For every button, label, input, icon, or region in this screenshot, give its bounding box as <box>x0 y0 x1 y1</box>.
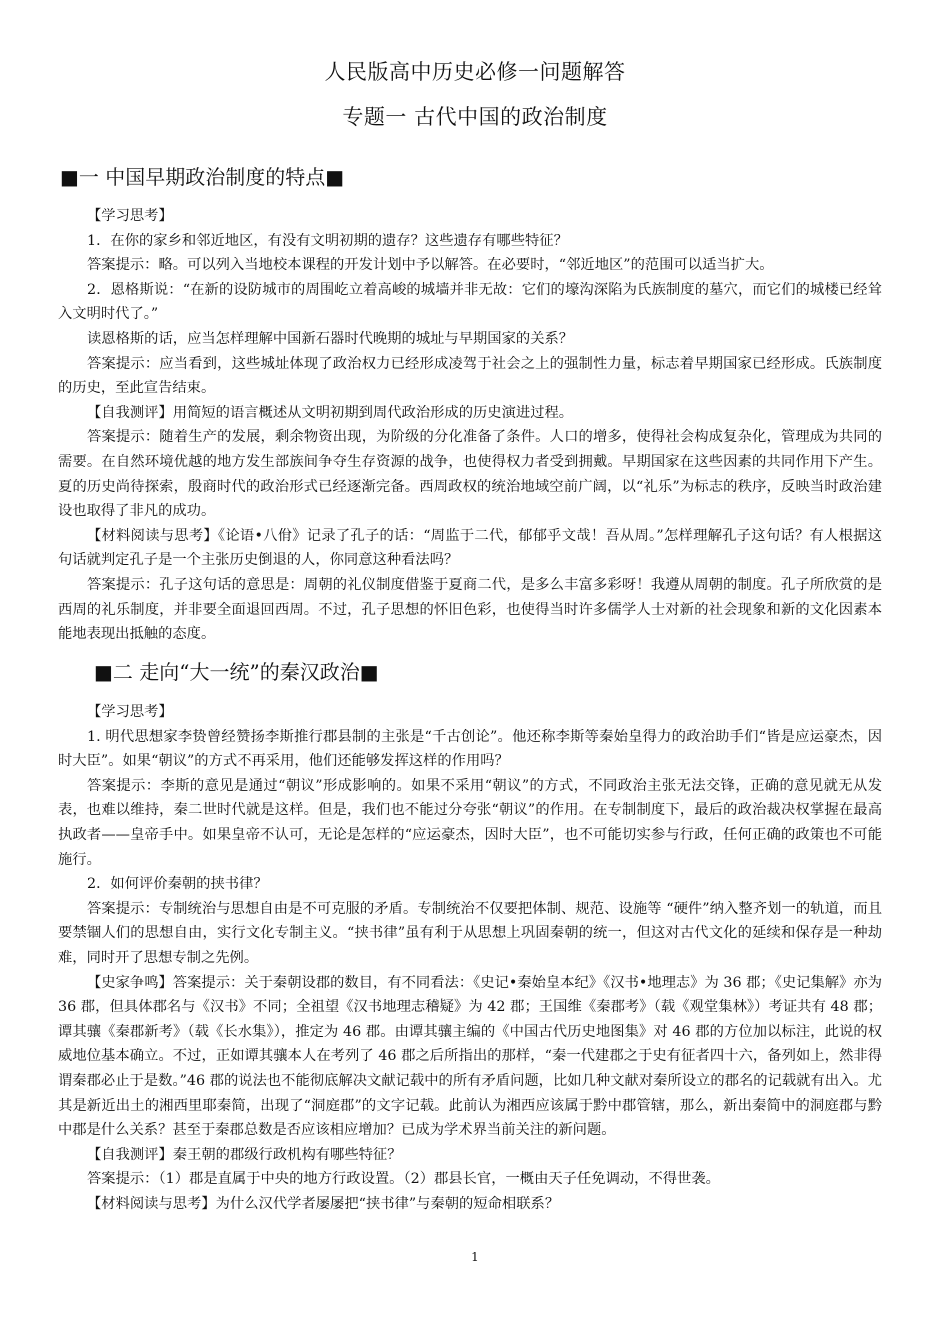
section-body-1 <box>58 204 882 647</box>
paragraph: 【学习思考】 <box>87 704 173 720</box>
paragraph: 读恩格斯的话，应当怎样理解中国新石器时代晚期的城址与早期国家的关系？ <box>87 330 574 347</box>
paragraph: 【材料阅读与思考】《论语•八佾》记录了孔子的话：“周监于二代，郁郁乎文哉！吾从周。”怎样理解孔子这句话？有人根据这句话就判定孔子是一个主张历史倒退的人，你同意这种看法吗？ <box>58 527 882 569</box>
paragraph: 答案提示：应当看到，这些城址体现了政治权力已经形成凌驾于社会之上的强制性力量，标志着早期国家已经形成。氏族制度的历史，至此宣告结束。 <box>58 355 882 397</box>
paragraph: 答案提示：略。可以列入当地校本课程的开发计划中予以解答。在必要时，“邻近地区”的范围可以适当扩大。 <box>87 257 774 274</box>
paragraph: 答案提示：专制统治与思想自由是不可克服的矛盾。专制统治不仅要把体制、规范、设施等 “硬件”纳入整齐划一的轨道，而且要禁锢人们的思想自由，实行文化专制主义。“挟书律”虽有利于从思想上巩固秦朝的统一，但这对古代文化的延续和保存是一种劫难，同时开了思想专制之先例。 <box>58 900 882 966</box>
paragraph: 答案提示：孔子这句话的意思是：周朝的礼仪制度借鉴于夏商二代，是多么丰富多彩呀！我遵从周朝的制度。孔子所欣赏的是西周的礼乐制度，并非要全面退回西周。不过，孔子思想的怀旧色彩，也使得当时许多儒学人士对新的社会现象和新的文化因素本能地表现出抵触的态度。 <box>58 576 882 643</box>
paragraph: 【史家争鸣】答案提示：关于秦朝设郡的数目，有不同看法：《史记•秦始皇本纪》《汉书•地理志》为 36 郡；《史记集解》亦为 36 郡，但具体郡名与《汉书》不同；全祖望《汉书地理志稽疑》为 42 郡；王国维《秦郡考》（载《观堂集林》）考证共有 48 郡；谭其骧《秦郡新考》（载《长水集》），推定为 46 郡。由谭其骧主编的《中国古代历史地图集》对 46 郡的方位加以标注，此说的权威地位基本确立。不过，正如谭其骧本人在考列了 46 郡之后所指出的那样，“秦一代建郡之于史有征者四十六，备列如上，然非得谓秦郡必止于是数。”46 郡的说法也不能彻底解决文献记载中的所有矛盾问题，比如几种文献对秦所设立的郡名的记载就有出入。尤其是新近出土的湘西里耶秦简，出现了“洞庭郡”的文字记载。此前认为湘西应该属于黔中郡管辖，那么，新出秦简中的洞庭郡与黔中郡是什么关系？甚至于秦郡总数是否应该相应增加？已成为学术界当前关注的新问题。 <box>58 974 882 1139</box>
paragraph: 【材料阅读与思考】为什么汉代学者屡屡把“挟书律”与秦朝的短命相联系？ <box>87 1195 560 1212</box>
paragraph: 【自我测评】用简短的语言概述从文明初期到周代政治形成的历史演进过程。 <box>87 404 574 421</box>
document-title: 人民版高中历史必修一问题解答 <box>324 60 626 84</box>
paragraph: 答案提示：李斯的意见是通过“朝议”形成影响的。如果不采用“朝议”的方式，不同政治主张无法交锋，正确的意见就无从发表，也难以维持，秦二世时代就是这样。但是，我们也不能过分夸张“朝议”的作用。在专制制度下，最后的政治裁决权掌握在最高执政者——皇帝手中。如果皇帝不认可，无论是怎样的“应运豪杰，因时大臣”，也不可能切实参与行政，任何正确的政策也不可能施行。 <box>58 777 882 868</box>
paragraph: 2．恩格斯说：“在新的设防城市的周围屹立着高峻的城墙并非无故：它们的壕沟深陷为氏族制度的墓穴，而它们的城楼已经耸入文明时代了。” <box>58 281 882 323</box>
paragraph: 【学习思考】 <box>87 208 173 224</box>
document-subtitle: 专题一 古代中国的政治制度 <box>342 105 608 129</box>
paragraph: 1．在你的家乡和邻近地区，有没有文明初期的遗存？这些遗存有哪些特征？ <box>87 232 568 249</box>
paragraph: 【自我测评】秦王朝的郡级行政机构有哪些特征？ <box>87 1146 402 1163</box>
paragraph: 1. 明代思想家李贽曾经赞扬李斯推行郡县制的主张是“千古创论”。他还称李斯等秦始皇得力的政治助手们“皆是应运豪杰，因时大臣”。如果“朝议”的方式不再采用，他们还能够发挥这样的作用吗？ <box>58 728 882 770</box>
paragraph: 答案提示：随着生产的发展，剩余物资出现，为阶级的分化准备了条件。人口的增多，使得社会构成复杂化，管理成为共同的需要。在自然环境优越的地方发生部族间争夺生存资源的战争，也使得权力者受到拥戴。早期国家在这些因素的共同作用下产生。夏的历史尚待探索，殷商时代的政治形式已经逐渐完备。西周政权的统治地域空前广阔，以“礼乐”为标志的秩序，反映当时政治建设也取得了非凡的成功。 <box>58 429 882 520</box>
section-body-2 <box>58 700 882 1216</box>
section-heading-1: ■一 中国早期政治制度的特点■ <box>60 165 345 189</box>
paragraph: 答案提示：（1）郡是直属于中央的地方行政设置。（2）郡县长官，一概由天子任免调动，不得世袭。 <box>87 1171 720 1188</box>
page-number: 1 <box>471 1250 479 1264</box>
section-heading-2: ■二 走向“大一统”的秦汉政治■ <box>94 660 379 684</box>
paragraph: 2．如何评价秦朝的挟书律？ <box>87 876 268 893</box>
